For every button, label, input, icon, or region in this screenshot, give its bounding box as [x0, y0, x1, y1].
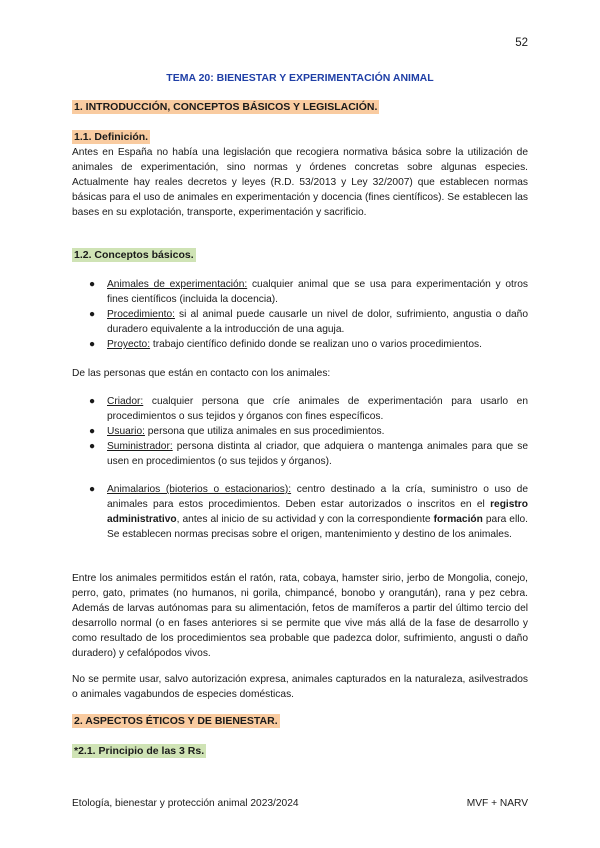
- bullet-icon: ●: [89, 279, 96, 290]
- person-text: cualquier persona que críe animales de experimentación para usarlo en procedimientos o sus tejidos y órganos con fines específicos.: [107, 396, 528, 422]
- permitted-animals-paragraph: Entre los animales permitidos están el ratón, rata, cobaya, hamster sirio, jerbo de Mongolia, conejo, perro, gato, primates (no humanos, ni gorila, chimpancé, bonobo y orangután), rana y pez cebra. Además de larvas autónomas para su alimentación, fetos de mamíferos a partir del último tercio del desarrollo normal (o en fases anteriores si se permite que vive más allá de la fase de desarrollo y como resultado de los procedimientos sea probable que padezca dolor, sufrimiento, angusti o daño duradero) y cefalópodos vivos.: [72, 573, 528, 659]
- bullet-icon: ●: [89, 426, 96, 437]
- person-term: Usuario:: [107, 426, 145, 437]
- person-term: Criador:: [107, 396, 144, 407]
- list-item: [72, 482, 528, 542]
- footer-course: Etología, bienestar y protección animal 2023/2024: [72, 798, 299, 809]
- subsection-1-1-heading: 1.1. Definición.: [74, 131, 149, 143]
- bullet-icon: ●: [89, 309, 96, 320]
- subsection-2-1-heading: *2.1. Principio de las 3 Rs.: [74, 745, 205, 757]
- concept-term: Proyecto:: [107, 339, 151, 350]
- list-item: [72, 439, 528, 469]
- concept-text: cualquier animal que se usa para experimentación y otros fines científicos (incluida la docencia).: [107, 279, 528, 305]
- concepts-list: [72, 277, 528, 352]
- registro-bold: registro administrativo: [107, 499, 528, 525]
- bullet-icon: ●: [89, 339, 96, 350]
- subsection-1-2-heading: 1.2. Conceptos básicos.: [74, 249, 194, 261]
- not-permitted-paragraph: No se permite usar, salvo autorización expresa, animales capturados en la naturaleza, asilvestrados o animales vagabundos de especies domésticas.: [72, 674, 528, 700]
- person-text: persona distinta al criador, que adquiera o mantenga animales para que se usen en procedimientos (o sus tejidos y órganos).: [107, 441, 528, 467]
- animalarios-text: , antes al inicio de su actividad y con la correspondiente: [176, 514, 434, 525]
- bullet-icon: ●: [89, 441, 96, 452]
- list-item: [72, 337, 528, 352]
- person-text: persona que utiliza animales en sus procedimientos.: [144, 426, 385, 437]
- document-title: TEMA 20: BIENESTAR Y EXPERIMENTACIÓN ANIMAL: [166, 72, 434, 84]
- person-term: Suministrador:: [107, 441, 173, 452]
- list-item: [72, 394, 528, 424]
- definition-paragraph: Antes en España no había una legislación que recogiera normativa básica sobre la utilización de animales de experimentación, sino normas y órdenes concretas sobre algunas especies. Actualmente hay reales decretos y leyes (R.D. 53/2013 y Ley 32/2007) que establecen normas básicas para el uso de animales en experimentación y docencia (fines científicos). Se establecen las bases en su explotación, transporte, experimentación y sacrificio.: [72, 147, 528, 218]
- page-number: 52: [515, 37, 528, 49]
- formacion-bold: formación: [433, 514, 483, 525]
- animalarios-term: Animalarios (bioterios o estacionarios):: [107, 484, 292, 495]
- animalarios-text: para ello. Se establecen normas precisas sobre el origen, mantenimiento y destino de los animales.: [107, 514, 528, 540]
- animalarios-list: [72, 482, 528, 542]
- contact-intro: De las personas que están en contacto con los animales:: [72, 368, 331, 379]
- bullet-icon: ●: [89, 484, 96, 495]
- section-2-heading: 2. ASPECTOS ÉTICOS Y DE BIENESTAR.: [74, 715, 278, 727]
- concept-term: Procedimiento:: [107, 309, 175, 320]
- list-item: [72, 307, 528, 337]
- concept-term: Animales de experimentación:: [107, 279, 248, 290]
- section-1-heading: 1. INTRODUCCIÓN, CONCEPTOS BÁSICOS Y LEGISLACIÓN.: [74, 101, 378, 113]
- bullet-icon: ●: [89, 396, 96, 407]
- concept-text: trabajo científico definido donde se realizan uno o varios procedimientos.: [150, 339, 482, 350]
- animalarios-text: centro destinado a la cría, suministro o uso de animales para estos procedimientos. Deben estar autorizados o inscritos en el: [107, 484, 528, 510]
- footer-authors: MVF + NARV: [466, 798, 528, 809]
- people-list: [72, 394, 528, 469]
- concept-text: si al animal puede causarle un nivel de dolor, sufrimiento, angustia o daño duradero equivalente a la introducción de una aguja.: [107, 309, 528, 335]
- list-item: [72, 424, 528, 439]
- list-item: [72, 277, 528, 307]
